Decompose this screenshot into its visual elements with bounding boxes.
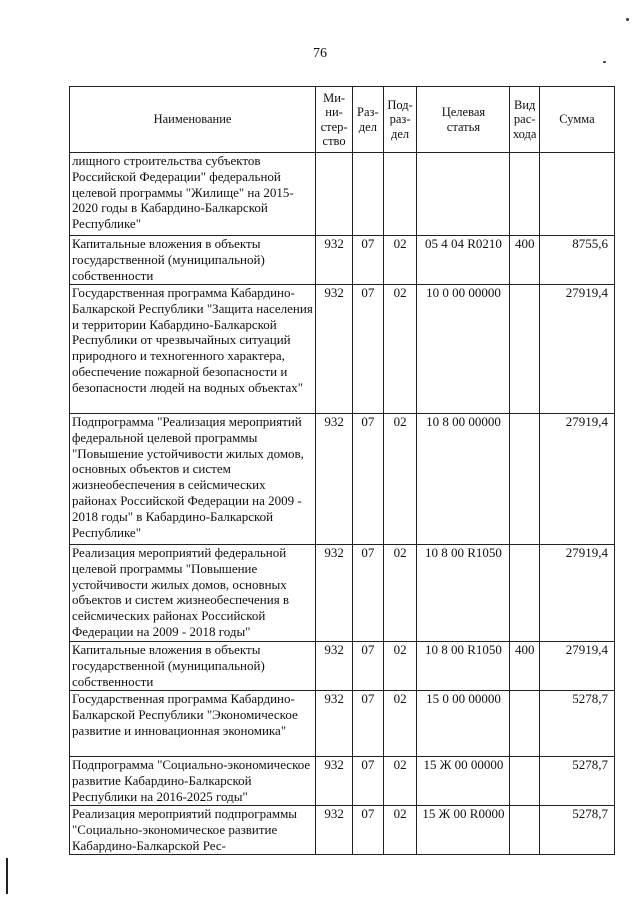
cell-ministry: 932 xyxy=(316,806,353,855)
cell-subsection: 02 xyxy=(383,236,417,285)
cell-subsection: 02 xyxy=(383,757,417,806)
header-subsection: Под- раз- дел xyxy=(383,87,417,153)
cell-target: 05 4 04 R0210 xyxy=(417,236,510,285)
cell-amount xyxy=(539,153,614,236)
scan-speck xyxy=(603,61,606,63)
cell-subsection: 02 xyxy=(383,691,417,757)
cell-expense-type xyxy=(510,153,540,236)
cell-amount: 27919,4 xyxy=(539,642,614,691)
cell-ministry: 932 xyxy=(316,691,353,757)
cell-section: 07 xyxy=(353,757,384,806)
cell-ministry: 932 xyxy=(316,236,353,285)
cell-name: Реализация мероприятий подпрограммы "Социально-экономическое развитие Кабардино-Балкарской Рес- xyxy=(70,806,316,855)
cell-section: 07 xyxy=(353,285,384,414)
cell-expense-type xyxy=(510,806,540,855)
table-row xyxy=(70,285,615,414)
cell-amount: 5278,7 xyxy=(539,691,614,757)
cell-target: 10 8 00 R1050 xyxy=(417,642,510,691)
header-target: Целевая статья xyxy=(417,87,510,153)
cell-subsection: 02 xyxy=(383,545,417,642)
table-row xyxy=(70,545,615,642)
cell-expense-type: 400 xyxy=(510,236,540,285)
cell-subsection: 02 xyxy=(383,806,417,855)
cell-expense-type xyxy=(510,545,540,642)
header-amount: Сумма xyxy=(539,87,614,153)
scan-margin-mark xyxy=(6,858,8,894)
cell-section xyxy=(353,153,384,236)
table-header-row xyxy=(70,87,615,153)
cell-name: Капитальные вложения в объекты государственной (муниципальной) собственности xyxy=(70,642,316,691)
cell-target: 15 Ж 00 R0000 xyxy=(417,806,510,855)
cell-amount: 8755,6 xyxy=(539,236,614,285)
cell-subsection: 02 xyxy=(383,285,417,414)
cell-ministry: 932 xyxy=(316,414,353,545)
cell-name: Реализация мероприятий федеральной целевой программы "Повышение устойчивости жилых домов, основных объектов и систем жизнеобеспечения в сейсмических районах Российской Федерации на 2009 - 2018 годы" xyxy=(70,545,316,642)
header-expense-type: Вид рас- хода xyxy=(510,87,540,153)
cell-name: Подпрограмма "Социально-экономическое развитие Кабардино-Балкарской Республики на 2016-2025 годы" xyxy=(70,757,316,806)
cell-expense-type xyxy=(510,691,540,757)
cell-expense-type xyxy=(510,757,540,806)
cell-name: Государственная программа Кабардино-Балкарской Республики "Экономическое развитие и инновационная экономика" xyxy=(70,691,316,757)
cell-expense-type xyxy=(510,414,540,545)
cell-name: Капитальные вложения в объекты государственной (муниципальной) собственности xyxy=(70,236,316,285)
cell-ministry: 932 xyxy=(316,642,353,691)
scan-speck xyxy=(626,18,629,21)
cell-amount: 5278,7 xyxy=(539,806,614,855)
table-row xyxy=(70,691,615,757)
cell-amount: 27919,4 xyxy=(539,285,614,414)
cell-ministry: 932 xyxy=(316,285,353,414)
cell-section: 07 xyxy=(353,414,384,545)
cell-section: 07 xyxy=(353,806,384,855)
cell-name: Государственная программа Кабардино-Балкарской Республики "Защита населения и территории Кабардино-Балкарской Республики от чрезвычайных ситуаций природного и техногенного характера, обеспечение пожарной безопасности и безопасности людей на водных объектах" xyxy=(70,285,316,414)
cell-ministry xyxy=(316,153,353,236)
cell-target: 10 0 00 00000 xyxy=(417,285,510,414)
cell-section: 07 xyxy=(353,236,384,285)
cell-subsection: 02 xyxy=(383,642,417,691)
table-row xyxy=(70,236,615,285)
cell-amount: 5278,7 xyxy=(539,757,614,806)
cell-expense-type xyxy=(510,285,540,414)
cell-expense-type: 400 xyxy=(510,642,540,691)
cell-section: 07 xyxy=(353,691,384,757)
cell-subsection xyxy=(383,153,417,236)
cell-ministry: 932 xyxy=(316,757,353,806)
cell-target: 15 0 00 00000 xyxy=(417,691,510,757)
cell-amount: 27919,4 xyxy=(539,414,614,545)
cell-section: 07 xyxy=(353,642,384,691)
cell-subsection: 02 xyxy=(383,414,417,545)
table-row xyxy=(70,153,615,236)
table-row xyxy=(70,806,615,855)
cell-name: Подпрограмма "Реализация мероприятий федеральной целевой программы "Повышение устойчивости жилых домов, основных объектов и систем жизнеобеспечения в сейсмических районах Российской Федерации на 2009 - 2018 годы" в Кабардино-Балкарской Республике" xyxy=(70,414,316,545)
cell-amount: 27919,4 xyxy=(539,545,614,642)
table-row xyxy=(70,414,615,545)
table-row xyxy=(70,757,615,806)
cell-section: 07 xyxy=(353,545,384,642)
page-number: 76 xyxy=(313,46,327,61)
cell-ministry: 932 xyxy=(316,545,353,642)
cell-target: 15 Ж 00 00000 xyxy=(417,757,510,806)
budget-table xyxy=(69,86,615,855)
cell-target xyxy=(417,153,510,236)
header-ministry: Ми- ни- стер- ство xyxy=(316,87,353,153)
header-section: Раз- дел xyxy=(353,87,384,153)
header-name: Наименование xyxy=(70,87,316,153)
cell-target: 10 8 00 R1050 xyxy=(417,545,510,642)
cell-target: 10 8 00 00000 xyxy=(417,414,510,545)
cell-name: лищного строительства субъектов Российской Федерации" федеральной целевой программы "Жилище" на 2015-2020 годы в Кабардино-Балкарской Республике" xyxy=(70,153,316,236)
table-row xyxy=(70,642,615,691)
